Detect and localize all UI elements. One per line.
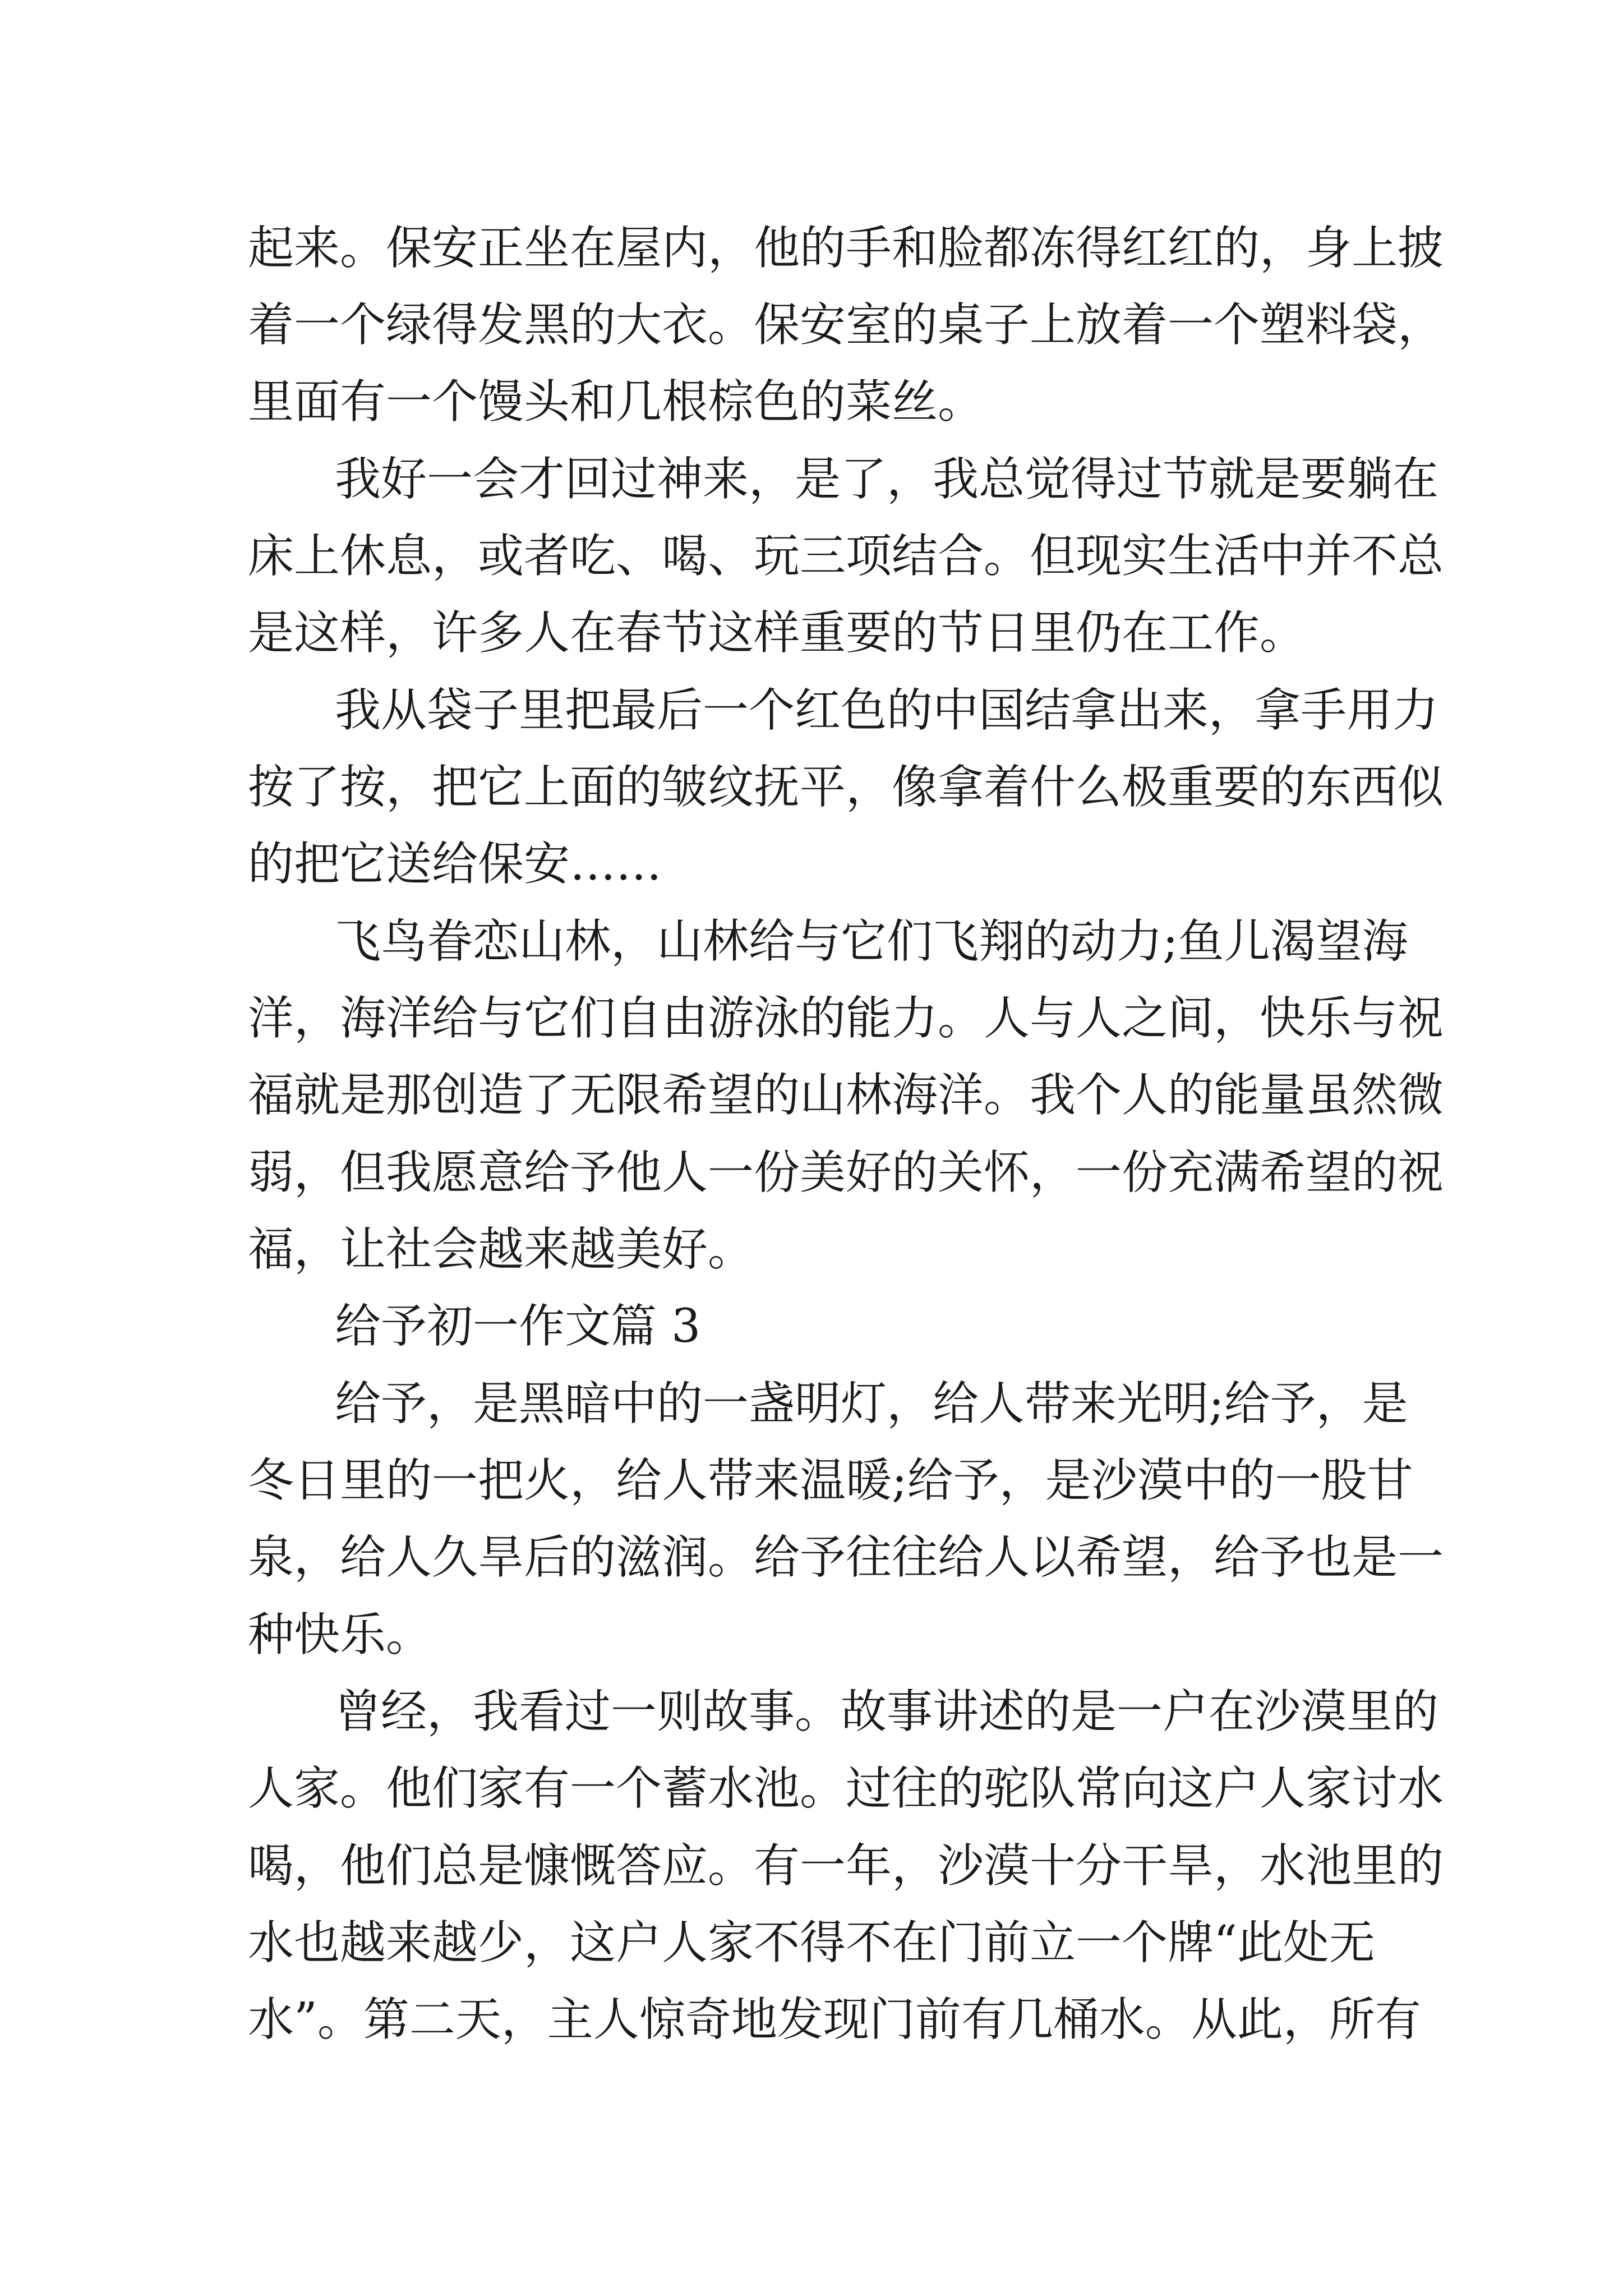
text-line: 泉，给人久旱后的滋润。给予往往给人以希望，给予也是一	[248, 1531, 1444, 1584]
text-line: 冬日里的一把火，给人带来温暖;给予，是沙漠中的一股甘	[248, 1454, 1413, 1507]
text-line: 水也越来越少，这户人家不得不在门前立一个牌“此处无	[248, 1916, 1375, 1970]
text-line: 的把它送给保安……	[248, 838, 662, 891]
text-line: 水”。第二天，主人惊奇地发现门前有几桶水。从此，所有	[248, 1993, 1421, 2046]
text-line: 洋，海洋给与它们自由游泳的能力。人与人之间，快乐与祝	[248, 992, 1444, 1045]
text-line: 里面有一个馒头和几根棕色的菜丝。	[248, 375, 984, 429]
paragraph-first-line: 我从袋子里把最后一个红色的中国结拿出来，拿手用力	[335, 684, 1439, 737]
text-line: 着一个绿得发黑的大衣。保安室的桌子上放着一个塑料袋，	[248, 298, 1444, 352]
text-line: 是这样，许多人在春节这样重要的节日里仍在工作。	[248, 606, 1306, 660]
text-line: 喝，他们总是慷慨答应。有一年，沙漠十分干旱，水池里的	[248, 1839, 1444, 1893]
text-line: 福就是那创造了无限希望的山林海洋。我个人的能量虽然微	[248, 1069, 1444, 1122]
section-heading: 给予初一作文篇 3	[335, 1300, 701, 1353]
paragraph-first-line: 飞鸟眷恋山林，山林给与它们飞翔的动力;鱼儿渴望海	[335, 915, 1408, 968]
paragraph-first-line: 曾经，我看过一则故事。故事讲述的是一户在沙漠里的	[335, 1685, 1439, 1738]
text-line: 起来。保安正坐在屋内，他的手和脸都冻得红红的，身上披	[248, 222, 1444, 275]
text-line: 床上休息，或者吃、喝、玩三项结合。但现实生活中并不总	[248, 530, 1444, 583]
text-line: 弱，但我愿意给予他人一份美好的关怀，一份充满希望的祝	[248, 1146, 1444, 1199]
text-line: 福，让社会越来越美好。	[248, 1223, 754, 1276]
text-line: 种快乐。	[248, 1608, 432, 1662]
text-line: 按了按，把它上面的皱纹抚平，像拿着什么极重要的东西似	[248, 761, 1444, 814]
paragraph-first-line: 我好一会才回过神来，是了，我总觉得过节就是要躺在	[335, 453, 1439, 506]
paragraph-first-line: 给予，是黑暗中的一盏明灯，给人带来光明;给予，是	[335, 1377, 1408, 1430]
text-line: 人家。他们家有一个蓄水池。过往的驼队常向这户人家讨水	[248, 1762, 1444, 1815]
